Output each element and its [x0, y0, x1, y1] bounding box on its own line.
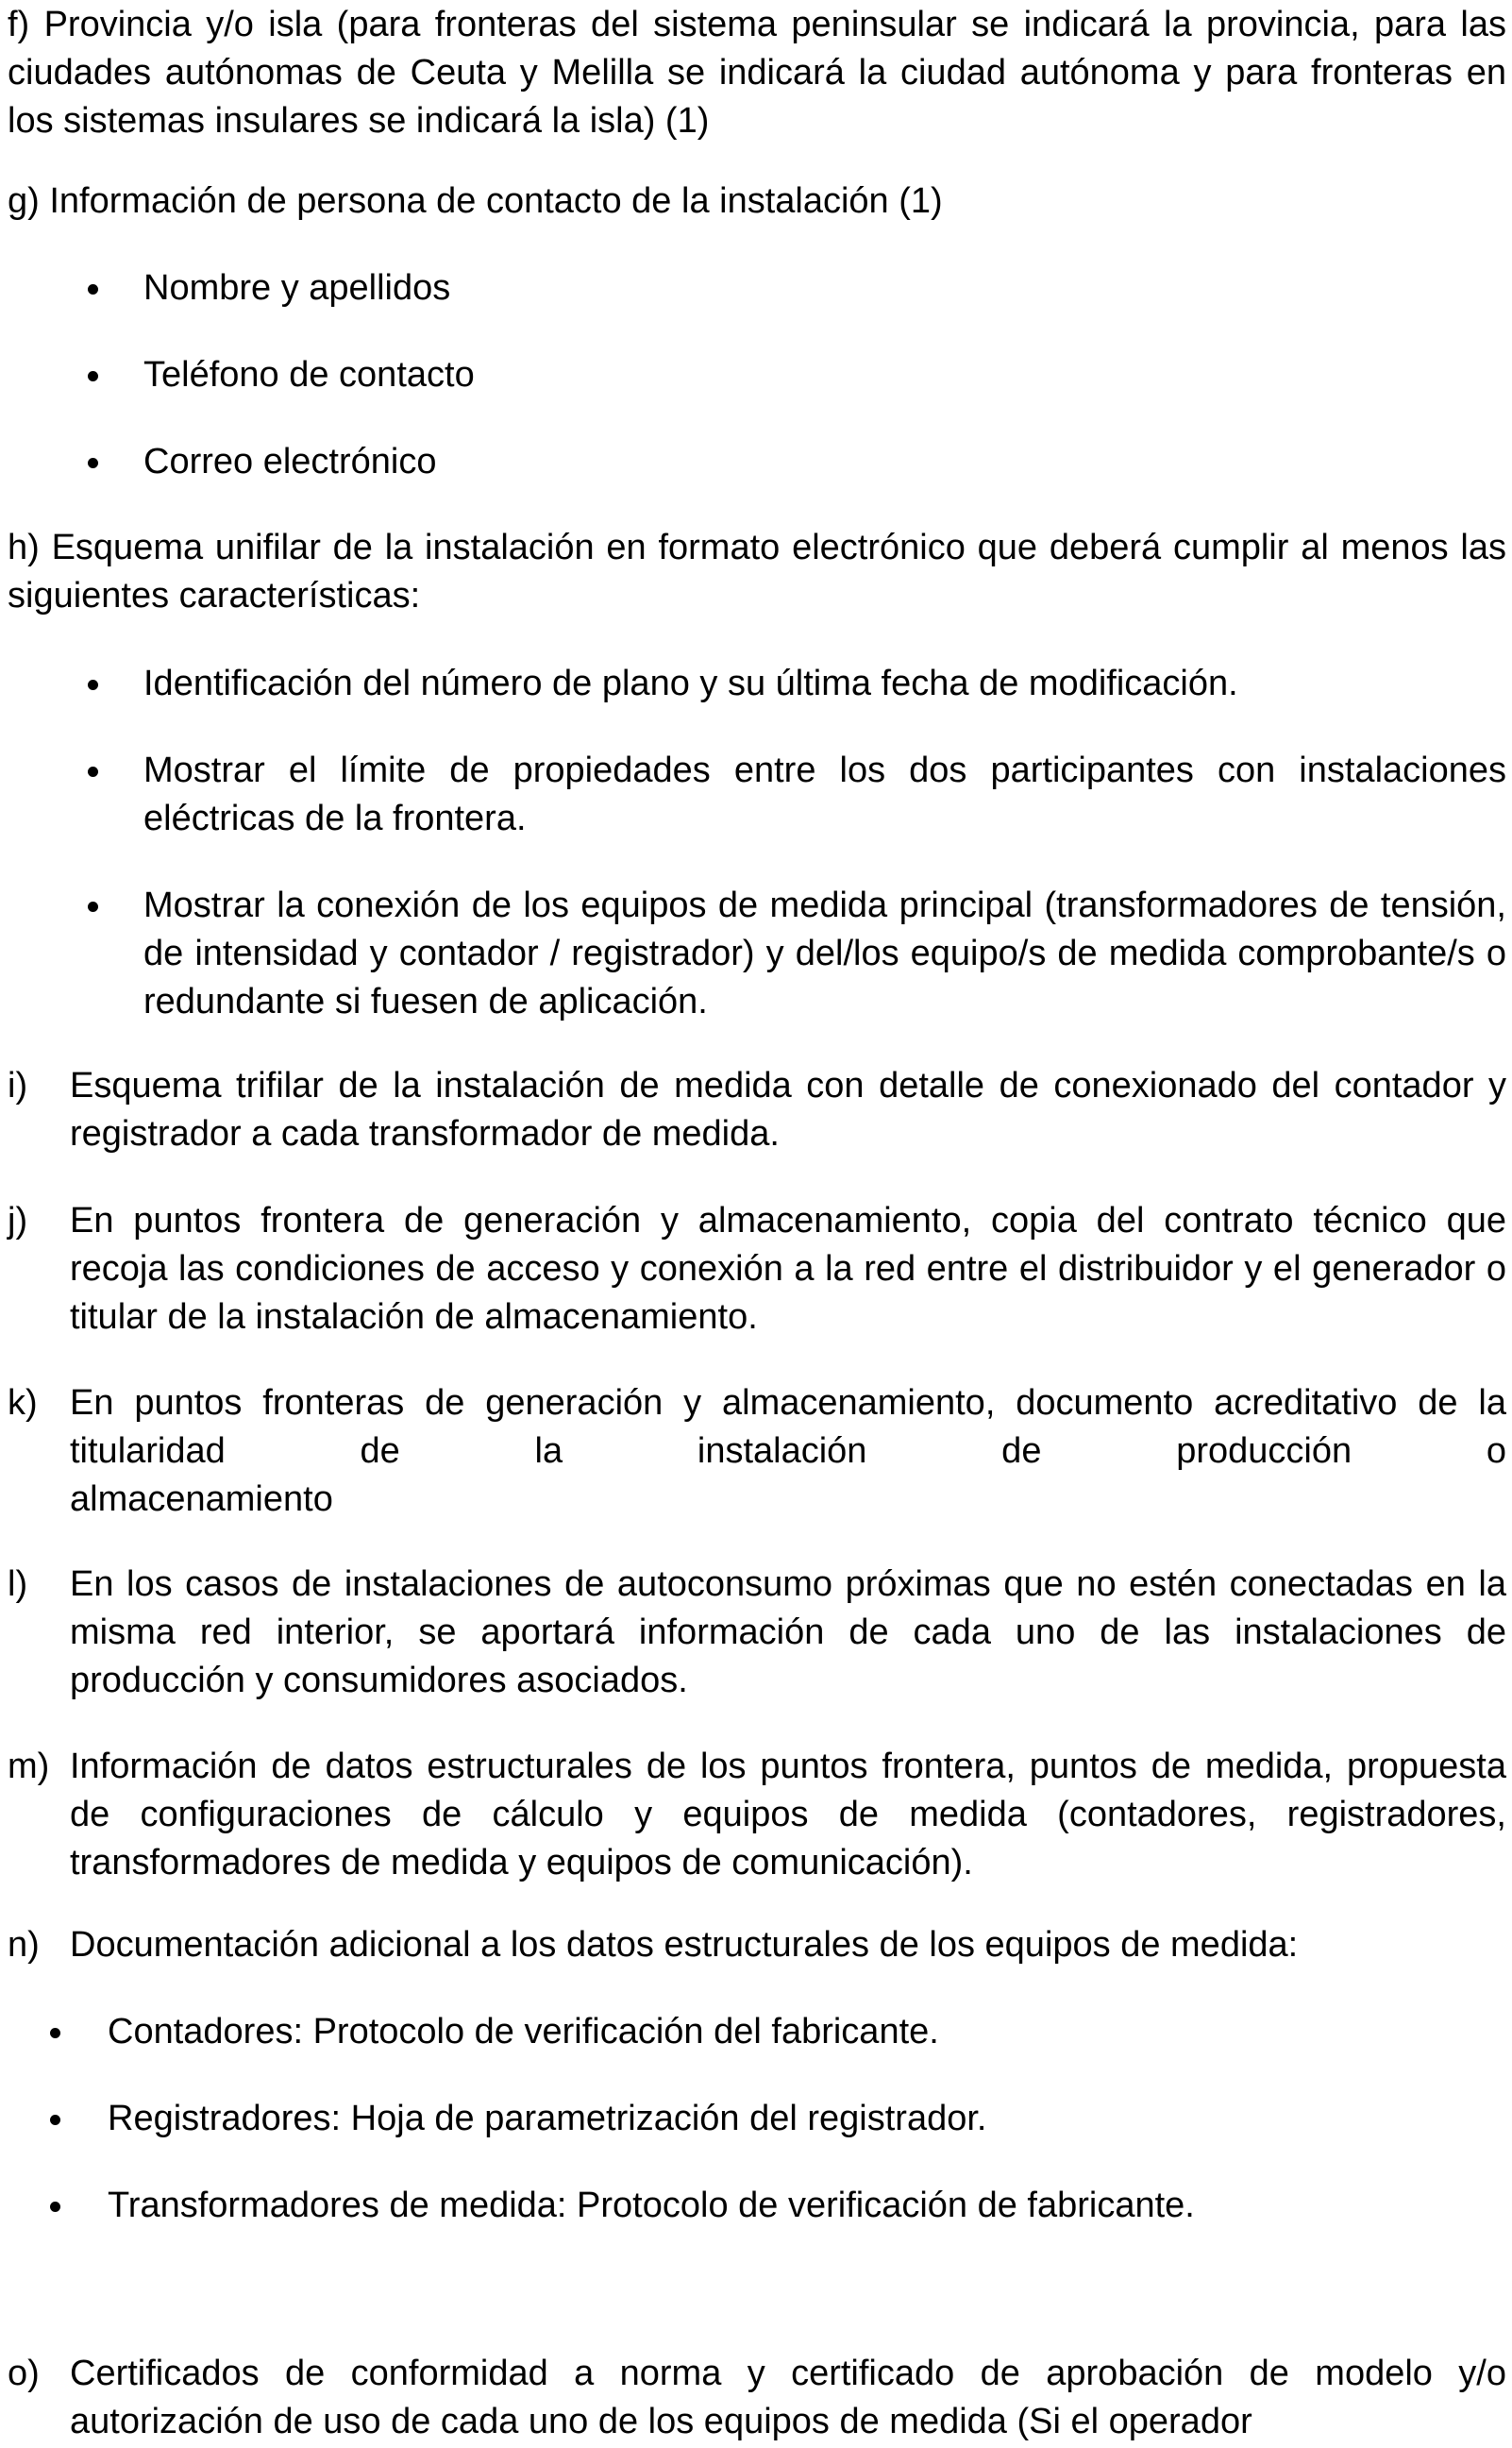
item-n: Documentación adicional a los datos estructurales de los equipos de medida:: [70, 1925, 1299, 1965]
item-n-bullet-3: Transformadores de medida: Protocolo de verificación de fabricante.: [108, 2186, 1195, 2225]
bullet-dot: [88, 458, 98, 468]
bullet-dot: [50, 2028, 60, 2038]
item-h-bullet-3: Mostrar la conexión de los equipos de medida principal (transformadores de tensión, de intensidad y contador / registrador) y del/los equipo/s de medida comprobante/s o redundante si fuesen de aplicación.: [143, 886, 1506, 1021]
bullet-dot: [88, 680, 98, 690]
item-i-label: i): [8, 1066, 28, 1106]
bullet-dot: [50, 2202, 60, 2212]
item-g-bullet-1: Nombre y apellidos: [143, 268, 451, 308]
bullet-dot: [88, 284, 98, 295]
item-j-label: j): [8, 1201, 28, 1241]
item-m: Información de datos estructurales de los puntos frontera, puntos de medida, propuesta de configuraciones de cálculo y equipos de medida (contadores, registradores, transformadores de medida y equipos de comunicación).: [70, 1747, 1506, 1882]
item-n-bullet-1: Contadores: Protocolo de verificación del fabricante.: [108, 2012, 939, 2051]
item-g-bullet-2: Teléfono de contacto: [143, 355, 475, 395]
item-j: En puntos frontera de generación y almacenamiento, copia del contrato técnico que recoja las condiciones de acceso y conexión a la red entre el distribuidor y el generador o titular de la instalación de almacenamiento.: [70, 1201, 1506, 1337]
item-k: En puntos fronteras de generación y almacenamiento, documento acreditativo de la titularidad de la instalación de producción o: [70, 1383, 1506, 1471]
item-f: f) Provincia y/o isla (para fronteras del sistema peninsular se indicará la provincia, para las ciudades autónomas de Ceuta y Melilla se indicará la ciudad autónoma y para fronteras en los sistemas insulares se indicará la isla) (1): [8, 5, 1506, 141]
bullet-dot: [50, 2115, 60, 2125]
item-h: h) Esquema unifilar de la instalación en formato electrónico que deberá cumplir al menos las siguientes características:: [8, 528, 1506, 616]
item-l: En los casos de instalaciones de autoconsumo próximas que no estén conectadas en la misma red interior, se aportará información de cada uno de las instalaciones de producción y consumidores asociados.: [70, 1564, 1506, 1700]
item-n-bullet-2: Registradores: Hoja de parametrización del registrador.: [108, 2099, 987, 2138]
item-g-bullet-3: Correo electrónico: [143, 442, 437, 481]
item-o-label: o): [8, 2354, 40, 2393]
item-k-label: k): [8, 1383, 38, 1423]
bullet-dot: [88, 371, 98, 381]
item-h-bullet-1: Identificación del número de plano y su última fecha de modificación.: [143, 664, 1238, 703]
item-m-label: m): [8, 1747, 50, 1786]
item-h-bullet-2: Mostrar el límite de propiedades entre los dos participantes con instalaciones eléctricas de la frontera.: [143, 751, 1506, 838]
bullet-dot: [88, 767, 98, 777]
bullet-dot: [88, 902, 98, 912]
item-i: Esquema trifilar de la instalación de medida con detalle de conexionado del contador y registrador a cada transformador de medida.: [70, 1066, 1506, 1154]
item-o: Certificados de conformidad a norma y certificado de aprobación de modelo y/o autorización de uso de cada uno de los equipos de medida (Si el operador: [70, 2354, 1506, 2441]
item-k-end: almacenamiento: [70, 1479, 333, 1519]
item-n-label: n): [8, 1925, 40, 1965]
item-l-label: l): [8, 1564, 28, 1604]
item-g: g) Información de persona de contacto de la instalación (1): [8, 181, 943, 221]
